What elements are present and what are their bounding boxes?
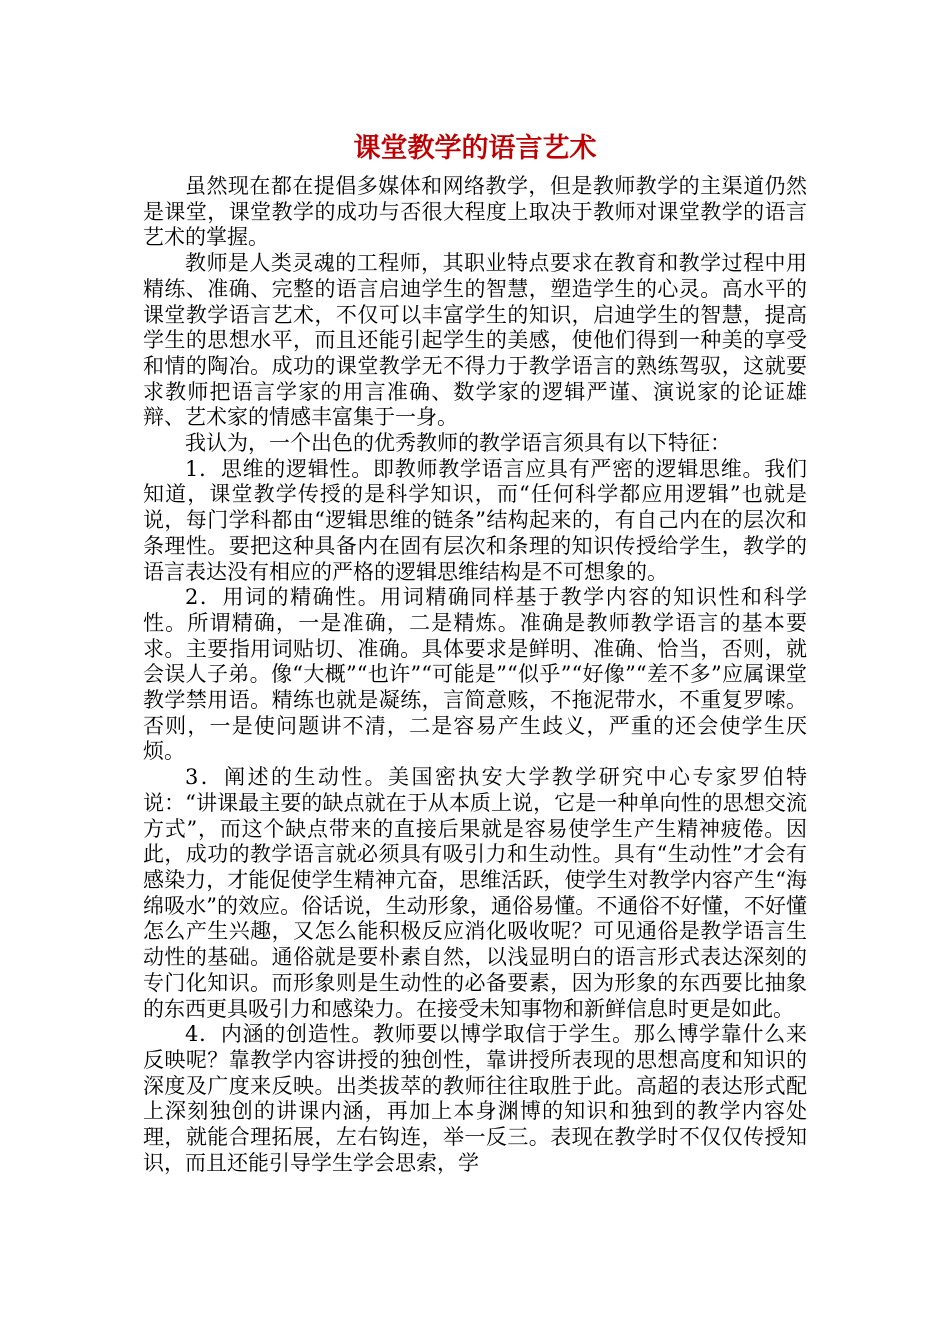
paragraph-feature-creativity: 4．内涵的创造性。教师要以博学取信于学生。那么博学靠什么来反映呢？靠教学内容讲授的独创性，靠讲授所表现的思想高度和知识的深度及广度来反映。出类拔萃的教师往往取胜于此。高超的表达形式配上深刻独创的讲课内涵，再加上本身渊博的知识和独到的教学内容处理，就能合理拓展，左右钩连，举一反三。表现在教学时不仅仅传授知识，而且还能引导学生学会思索，学 <box>143 1022 807 1175</box>
document-body <box>143 174 807 1176</box>
paragraph-intro: 虽然现在都在提倡多媒体和网络教学，但是教师教学的主渠道仍然是课堂，课堂教学的成功与否很大程度上取决于教师对课堂教学的语言艺术的掌握。 <box>143 174 807 250</box>
paragraph-features-lead: 我认为，一个出色的优秀教师的教学语言须具有以下特征： <box>185 431 731 456</box>
paragraph-feature-precision: 2．用词的精确性。用词精确同样基于教学内容的知识性和科学性。所谓精确，一是准确，二是精炼。准确是教师教学语言的基本要求。主要指用词贴切、准确。具体要求是鲜明、准确、恰当，否则，就会误人子弟。像“大概”“也许”“可能是”“似乎”“好像”“差不多”应属课堂教学禁用语。精练也就是凝练，言简意赅，不拖泥带水，不重复罗嗦。否则，一是使问题讲不清，二是容易产生歧义，严重的还会使学生厌烦。 <box>143 585 807 764</box>
paragraph-feature-vividness: 3．阐述的生动性。美国密执安大学教学研究中心专家罗伯特说：“讲课最主要的缺点就在于从本质上说，它是一种单向性的思想交流方式”，而这个缺点带来的直接后果就是容易使学生产生精神疲倦。因此，成功的教学语言就必须具有吸引力和生动性。具有“生动性”才会有感染力，才能促使学生精神亢奋，思维活跃，使学生对教学内容产生“海绵吸水”的效应。俗话说，生动形象，通俗易懂。不通俗不好懂，不好懂怎么产生兴趣，又怎么能积极反应消化吸收呢？可见通俗是教学语言生动性的基础。通俗就是要朴素自然，以浅显明白的语言形式表达深刻的专门化知识。而形象则是生动性的必备要素，因为形象的东西要比抽象的东西更具吸引力和感染力。在接受未知事物和新鲜信息时更是如此。 <box>143 765 807 1021</box>
paragraph-feature-logic: 1．思维的逻辑性。即教师教学语言应具有严密的逻辑思维。我们知道，课堂教学传授的是科学知识，而“任何科学都应用逻辑”也就是说，每门学科都由“逻辑思维的链条”结构起来的，有自己内在的层次和条理性。要把这种具备内在固有层次和条理的知识传授给学生，教学的语言表达没有相应的严格的逻辑思维结构是不可想象的。 <box>143 456 807 584</box>
document-title: 课堂教学的语言艺术 <box>353 133 597 164</box>
paragraph-teacher-role: 教师是人类灵魂的工程师，其职业特点要求在教育和教学过程中用精练、准确、完整的语言启迪学生的智慧，塑造学生的心灵。高水平的课堂教学语言艺术，不仅可以丰富学生的知识，启迪学生的智慧，提高学生的思想水平，而且还能引起学生的美感，使他们得到一种美的享受和情的陶冶。成功的课堂教学无不得力于教学语言的熟练驾驭，这就要求教师把语言学家的用言准确、数学家的逻辑严谨、演说家的论证雄辩、艺术家的情感丰富集于一身。 <box>143 251 807 430</box>
